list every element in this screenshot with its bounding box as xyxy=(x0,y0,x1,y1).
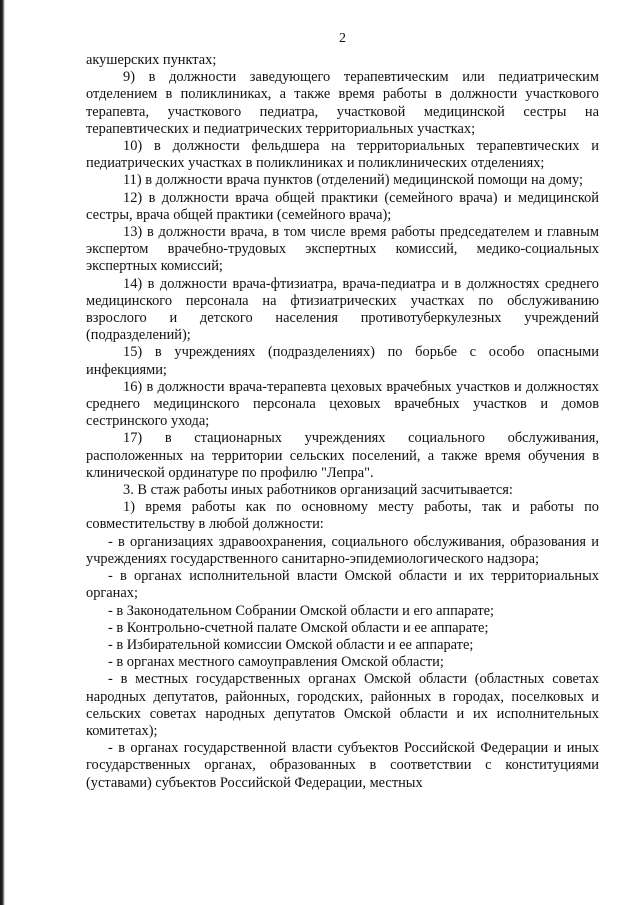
dash-item: - в Избирательной комиссии Омской области и ее аппарате; xyxy=(108,636,474,653)
dash-item: - в органах исполнительной власти Омской области и их территориальных органах; xyxy=(86,568,599,602)
list-item-13: 13) в должности врача, в том числе время работы председателем и главным экспертом врачебно-трудовых экспертных комиссий, медико-социальных экспертных комиссий; xyxy=(86,224,599,275)
paragraph: акушерских пунктах; xyxy=(86,52,217,68)
list-item-11: 11) в должности врача пунктов (отделений) медицинской помощи на дому; xyxy=(123,172,584,189)
list-item-12: 12) в должности врача общей практики (семейного врача) и медицинской сестры, врача общей практики (семейного врача); xyxy=(86,189,599,223)
list-item-15: 15) в учреждениях (подразделениях) по борьбе с особо опасными инфекциями; xyxy=(86,344,599,378)
list-item-17: 17) в стационарных учреждениях социального обслуживания, расположенных на территории сельских поселений, а также время обучения в клинической ординатуре по профилю "Лепра". xyxy=(86,430,599,481)
list-item-16: 16) в должности врача-терапевта цеховых врачебных участков и должностях среднего медицинского персонала цеховых врачебных участков и домов сестринского ухода; xyxy=(86,378,599,430)
list-item-10: 10) в должности фельдшера на территориальных терапевтических и педиатрических участках в поликлиниках и поликлинических отделениях; xyxy=(86,138,599,172)
dash-item: - в органах государственной власти субъектов Российской Федерации и иных государственных органах, образованных в соответствии с конституциями (уставами) субъектов Российской Федерации, местных xyxy=(86,740,599,791)
dash-item: - в Законодательном Собрании Омской области и его аппарате; xyxy=(108,602,495,619)
scan-border xyxy=(0,0,5,905)
dash-item: - в местных государственных органах Омской области (областных советах народных депутатов, районных, городских, районных в городах, поселковых и сельских советах народных депутатов Омской области и их исполнительных комитетах); xyxy=(86,671,599,739)
list-item-9: 9) в должности заведующего терапевтическим или педиатрическим отделением в поликлиниках, а также время работы в должности участкового терапевта, участкового педиатра, участковой медицинской сестры на терапевтических и педиатрических территориальных участках; xyxy=(86,69,599,137)
dash-item: - в органах местного самоуправления Омской области; xyxy=(108,654,444,671)
section-3-heading: 3. В стаж работы иных работников организаций засчитывается: xyxy=(123,482,513,499)
document-body xyxy=(86,52,599,792)
page-number: 2 xyxy=(339,31,346,46)
dash-item: - в Контрольно-счетной палате Омской области и ее аппарате; xyxy=(108,619,489,636)
list-item-14: 14) в должности врача-фтизиатра, врача-педиатра и в должностях среднего медицинского персонала на фтизиатрических участках по обслуживанию взрослого и детского населения противотуберкулезных учреждений (подразделений); xyxy=(86,275,599,344)
list-item-1: 1) время работы как по основному месту работы, так и работы по совместительству в любой должности: xyxy=(86,499,599,533)
dash-item: - в организациях здравоохранения, социального обслуживания, образования и учреждениях государственного санитарно-эпидемиологического надзора; xyxy=(86,533,599,567)
